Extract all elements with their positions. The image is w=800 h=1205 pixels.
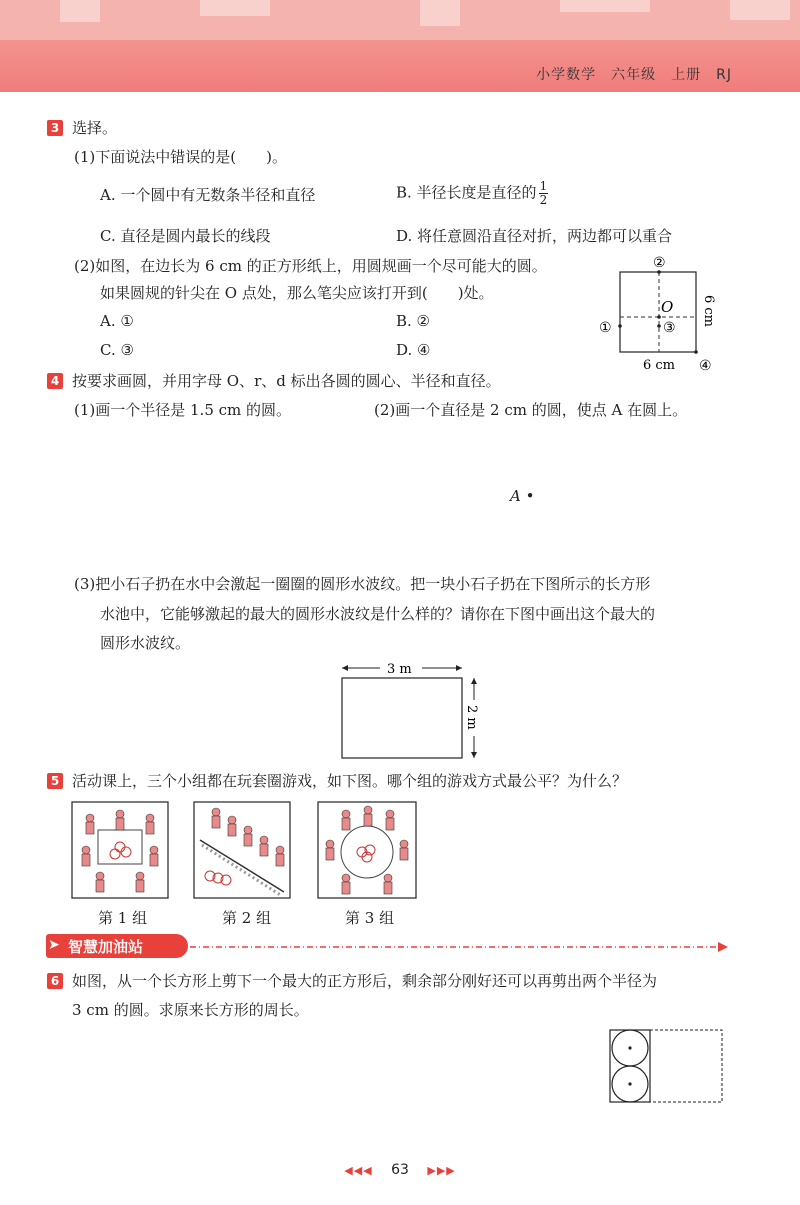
point-4-dot (694, 350, 698, 354)
q3-1-option-c: C. 直径是圆内最长的线段 (100, 227, 271, 245)
banner-icon: ➤ (48, 937, 60, 953)
q3-1-option-d: D. 将任意圆沿直径对折，两边都可以重合 (396, 227, 673, 245)
q4-title: 按要求画圆，并用字母 O、r、d 标出各圆的圆心、半径和直径。 (72, 372, 501, 390)
q6-line2: 3 cm 的圆。求原来长方形的周长。 (72, 1001, 309, 1019)
rectangle-pool-figure (330, 658, 490, 768)
next-arrows-icon: ▶▶▶ (427, 1164, 456, 1177)
bottom-side-label: 6 cm (643, 358, 676, 373)
fraction-numerator: 1 (539, 179, 548, 193)
q3-2-option-c: C. ③ (100, 341, 134, 359)
pool-rectangle (342, 678, 462, 758)
q3-1-stem: (1)下面说法中错误的是( )。 (74, 148, 287, 166)
header-decoration (0, 0, 800, 40)
q3-2-option-b: B. ② (396, 312, 431, 330)
width-label: 3 m (387, 662, 412, 677)
question-number-3: 3 (47, 120, 63, 136)
q5-title: 活动课上，三个小组都在玩套圈游戏，如下图。哪个组的游戏方式最公平？为什么？ (72, 772, 628, 790)
point-a: A • (510, 487, 535, 505)
group-3-label: 第 3 组 (345, 909, 395, 927)
q6-line1: 如图，从一个长方形上剪下一个最大的正方形后，剩余部分刚好还可以再剪出两个半径为 (72, 972, 658, 990)
q3-2-stem-line2: 如果圆规的针尖在 O 点处，那么笔尖应该打开到( )处。 (100, 284, 494, 302)
q3-1-option-b (396, 180, 548, 207)
group-1-illustration (72, 802, 168, 898)
fraction-half (539, 180, 549, 207)
question-number-5: 5 (47, 773, 63, 789)
point-3-dot (657, 324, 661, 328)
right-side-label: 6 cm (701, 295, 716, 328)
q4-3-line2: 水池中，它能够激起的最大的圆形水波纹是什么样的？请你在下图中画出这个最大的 (100, 605, 656, 623)
group-2-illustration (194, 802, 290, 898)
q3-2-option-a: A. ① (100, 312, 134, 330)
q4-2: (2)画一个直径是 2 cm 的圆，使点 A 在圆上。 (374, 401, 688, 419)
fraction-denominator: 2 (539, 193, 548, 207)
page-footer (0, 1162, 800, 1178)
question-number-4: 4 (47, 373, 63, 389)
banner-title: 智慧加油站 (68, 938, 144, 956)
height-label: 2 m (464, 705, 479, 730)
page-number: 63 (391, 1162, 409, 1178)
point-2-label: ② (653, 255, 666, 271)
q3-2-stem: (2)如图，在边长为 6 cm 的正方形纸上，用圆规画一个尽可能大的圆。 (74, 257, 547, 275)
rectangle-circles-figure (608, 1025, 728, 1107)
square-outline (620, 272, 696, 352)
ring-toss-illustrations (70, 800, 420, 900)
question-number-6: 6 (47, 973, 63, 989)
group-1-label: 第 1 组 (98, 909, 148, 927)
header-title: 小学数学 六年级 上册 RJ (536, 67, 732, 83)
prev-arrows-icon: ◀◀◀ (344, 1164, 373, 1177)
banner-dotted-line (190, 940, 730, 954)
dashed-square (650, 1030, 722, 1102)
point-3-label: ③ (663, 320, 676, 336)
q3-title: 选择。 (72, 119, 118, 137)
q4-3-line3: 圆形水波纹。 (100, 634, 191, 652)
center-label: O (661, 298, 674, 316)
point-1-dot (618, 324, 622, 328)
q3-2-option-d: D. ④ (396, 341, 431, 359)
group-3-illustration (318, 802, 416, 898)
square-figure (595, 250, 725, 375)
q3-1-option-b-text: B. 半径长度是直径的 (396, 183, 537, 202)
q4-1: (1)画一个半径是 1.5 cm 的圆。 (74, 401, 292, 419)
q3-1-option-a: A. 一个圆中有无数条半径和直径 (100, 186, 316, 204)
point-4-label: ④ (699, 358, 712, 374)
group-2-label: 第 2 组 (222, 909, 272, 927)
q4-3-line1: (3)把小石子扔在水中会激起一圈圈的圆形水波纹。把一块小石子扔在下图所示的长方形 (74, 575, 651, 593)
point-1-label: ① (599, 320, 612, 336)
point-a-label: A (510, 487, 521, 505)
